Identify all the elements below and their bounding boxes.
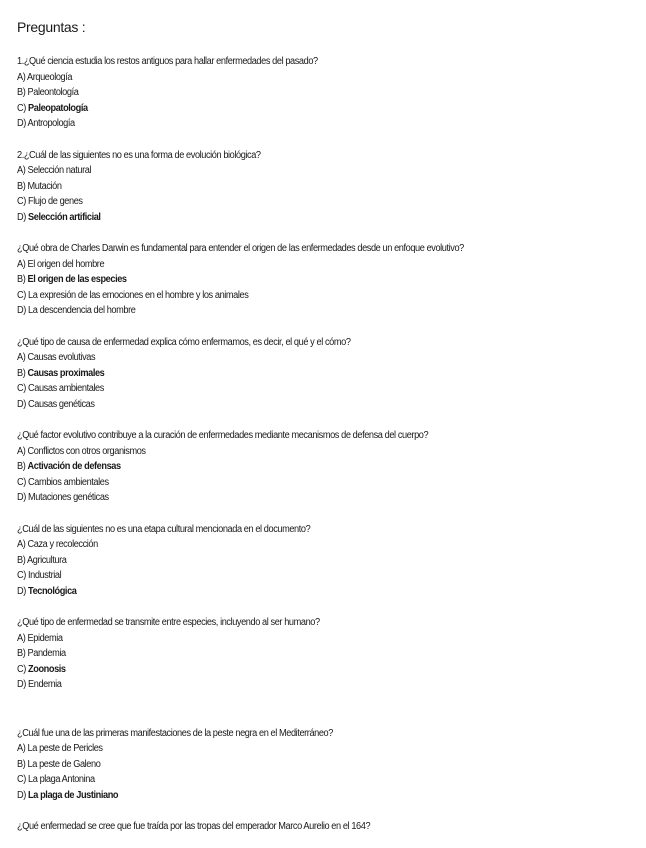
question-spacer	[17, 319, 637, 335]
option-letter: C)	[17, 196, 26, 207]
question-block	[17, 615, 637, 693]
answer-option-correct	[17, 366, 587, 382]
answer-option	[17, 553, 587, 569]
option-text: La expresión de las emociones en el hombre y los animales	[28, 289, 249, 301]
option-text: Tecnológica	[28, 585, 77, 597]
question-spacer	[17, 693, 637, 726]
question-spacer	[17, 803, 637, 819]
question-text: 2.¿Cuál de las siguientes no es una forma de evolución biológica?	[17, 149, 261, 161]
answer-option	[17, 631, 587, 647]
option-text: Paleontología	[27, 87, 79, 98]
answer-option	[17, 85, 587, 101]
option-letter: C)	[17, 774, 26, 785]
answer-option	[17, 741, 587, 757]
option-text: Causas genéticas	[28, 398, 95, 410]
question-spacer	[17, 599, 637, 615]
question-block	[17, 522, 637, 600]
question-spacer	[17, 225, 637, 241]
option-letter: A)	[17, 539, 26, 550]
option-letter: D)	[17, 679, 26, 690]
question-text: 1.¿Qué ciencia estudia los restos antiguos para hallar enfermedades del pasado?	[17, 56, 318, 67]
option-text: Caza y recolección	[27, 539, 98, 550]
option-letter: D)	[17, 211, 26, 223]
question-spacer	[17, 506, 637, 522]
answer-option	[17, 475, 587, 491]
answer-option	[17, 537, 587, 553]
option-text: Agricultura	[27, 554, 67, 566]
question-block	[17, 726, 637, 804]
option-text: Activación de defensas	[27, 461, 121, 472]
answer-option-correct	[17, 459, 587, 475]
page-title: Preguntas :	[17, 19, 86, 35]
answer-option	[17, 646, 587, 662]
answer-option	[17, 288, 587, 304]
option-letter: B)	[17, 180, 26, 192]
option-letter: A)	[17, 445, 26, 457]
option-text: Antropología	[27, 118, 75, 129]
question-block	[17, 148, 637, 226]
option-letter: B)	[17, 758, 26, 770]
option-text: Arqueología	[27, 71, 73, 83]
option-letter: B)	[17, 87, 26, 98]
question-list	[17, 54, 637, 835]
option-letter: B)	[17, 367, 26, 379]
answer-option	[17, 116, 587, 132]
option-text: La plaga Antonina	[28, 774, 95, 785]
question-text: ¿Cuál de las siguientes no es una etapa cultural mencionada en el documento?	[17, 523, 311, 535]
answer-option-correct	[17, 662, 587, 678]
option-letter: B)	[17, 648, 26, 659]
option-letter: A)	[17, 258, 26, 270]
option-text: El origen de las especies	[27, 274, 127, 285]
answer-option	[17, 303, 587, 319]
option-text: Zoonosis	[28, 663, 66, 675]
question-text: ¿Qué factor evolutivo contribuye a la curación de enfermedades mediante mecanismos de defensa del cuerpo?	[17, 430, 429, 441]
option-text: La descendencia del hombre	[28, 305, 136, 316]
answer-option	[17, 677, 587, 693]
question-text: ¿Qué obra de Charles Darwin es fundamental para entender el origen de las enfermedades desde un enfoque evolutivo?	[17, 243, 464, 254]
question-text: ¿Qué tipo de enfermedad se transmite entre especies, incluyendo al ser humano?	[17, 617, 320, 628]
option-letter: D)	[17, 585, 26, 597]
option-text: Causas ambientales	[28, 383, 104, 394]
option-letter: D)	[17, 398, 26, 410]
option-letter: A)	[17, 165, 26, 176]
option-text: Paleopatología	[28, 102, 88, 114]
question-text: ¿Qué enfermedad se cree que fue traída por las tropas del emperador Marco Aurelio en el 164?	[17, 821, 371, 832]
answer-option	[17, 444, 587, 460]
question-spacer	[17, 412, 637, 428]
answer-option	[17, 194, 587, 210]
option-text: Selección artificial	[28, 211, 101, 223]
option-letter: A)	[17, 743, 26, 754]
answer-option	[17, 772, 587, 788]
option-text: Causas proximales	[27, 367, 105, 379]
option-text: Endemia	[28, 679, 62, 690]
option-letter: D)	[17, 492, 26, 503]
answer-option	[17, 350, 587, 366]
answer-option	[17, 179, 587, 195]
option-letter: C)	[17, 476, 26, 488]
option-letter: A)	[17, 632, 26, 644]
option-letter: C)	[17, 383, 26, 394]
answer-option	[17, 381, 587, 397]
option-letter: D)	[17, 118, 26, 129]
option-text: La plaga de Justiniano	[28, 789, 119, 801]
option-text: La peste de Galeno	[27, 758, 101, 770]
question-block	[17, 241, 637, 319]
option-text: Pandemia	[27, 648, 66, 659]
option-letter: C)	[17, 102, 26, 114]
option-letter: B)	[17, 461, 26, 472]
answer-option	[17, 757, 587, 773]
option-text: Mutaciones genéticas	[28, 492, 109, 503]
option-letter: D)	[17, 305, 26, 316]
question-block	[17, 335, 637, 413]
option-letter: A)	[17, 352, 26, 363]
question-block	[17, 819, 637, 835]
answer-option	[17, 568, 587, 584]
option-letter: C)	[17, 289, 26, 301]
answer-option	[17, 163, 587, 179]
answer-option-correct	[17, 788, 587, 804]
answer-option-correct	[17, 272, 587, 288]
option-text: Epidemia	[27, 632, 63, 644]
option-letter: C)	[17, 570, 26, 581]
answer-option	[17, 490, 587, 506]
question-block	[17, 428, 637, 506]
option-text: Conflictos con otros organismos	[27, 445, 146, 457]
answer-option	[17, 70, 587, 86]
option-text: La peste de Pericles	[27, 743, 103, 754]
answer-option-correct	[17, 584, 587, 600]
option-letter: B)	[17, 274, 26, 285]
option-text: Flujo de genes	[28, 196, 83, 207]
option-text: Cambios ambientales	[28, 476, 109, 488]
option-letter: C)	[17, 663, 26, 675]
question-block	[17, 54, 637, 132]
option-text: Causas evolutivas	[27, 352, 96, 363]
option-text: Mutación	[27, 180, 62, 192]
question-text: ¿Qué tipo de causa de enfermedad explica cómo enfermamos, es decir, el qué y el cómo?	[17, 336, 351, 348]
answer-option	[17, 397, 587, 413]
question-text: ¿Cuál fue una de las primeras manifestaciones de la peste negra en el Mediterráneo?	[17, 727, 333, 739]
option-letter: D)	[17, 789, 26, 801]
option-text: Selección natural	[27, 165, 92, 176]
option-text: Industrial	[28, 570, 62, 581]
question-spacer	[17, 132, 637, 148]
document-page	[17, 18, 637, 835]
answer-option	[17, 257, 587, 273]
option-letter: B)	[17, 554, 26, 566]
option-letter: A)	[17, 71, 26, 83]
option-text: El origen del hombre	[27, 258, 105, 270]
answer-option-correct	[17, 210, 587, 226]
answer-option-correct	[17, 101, 587, 117]
